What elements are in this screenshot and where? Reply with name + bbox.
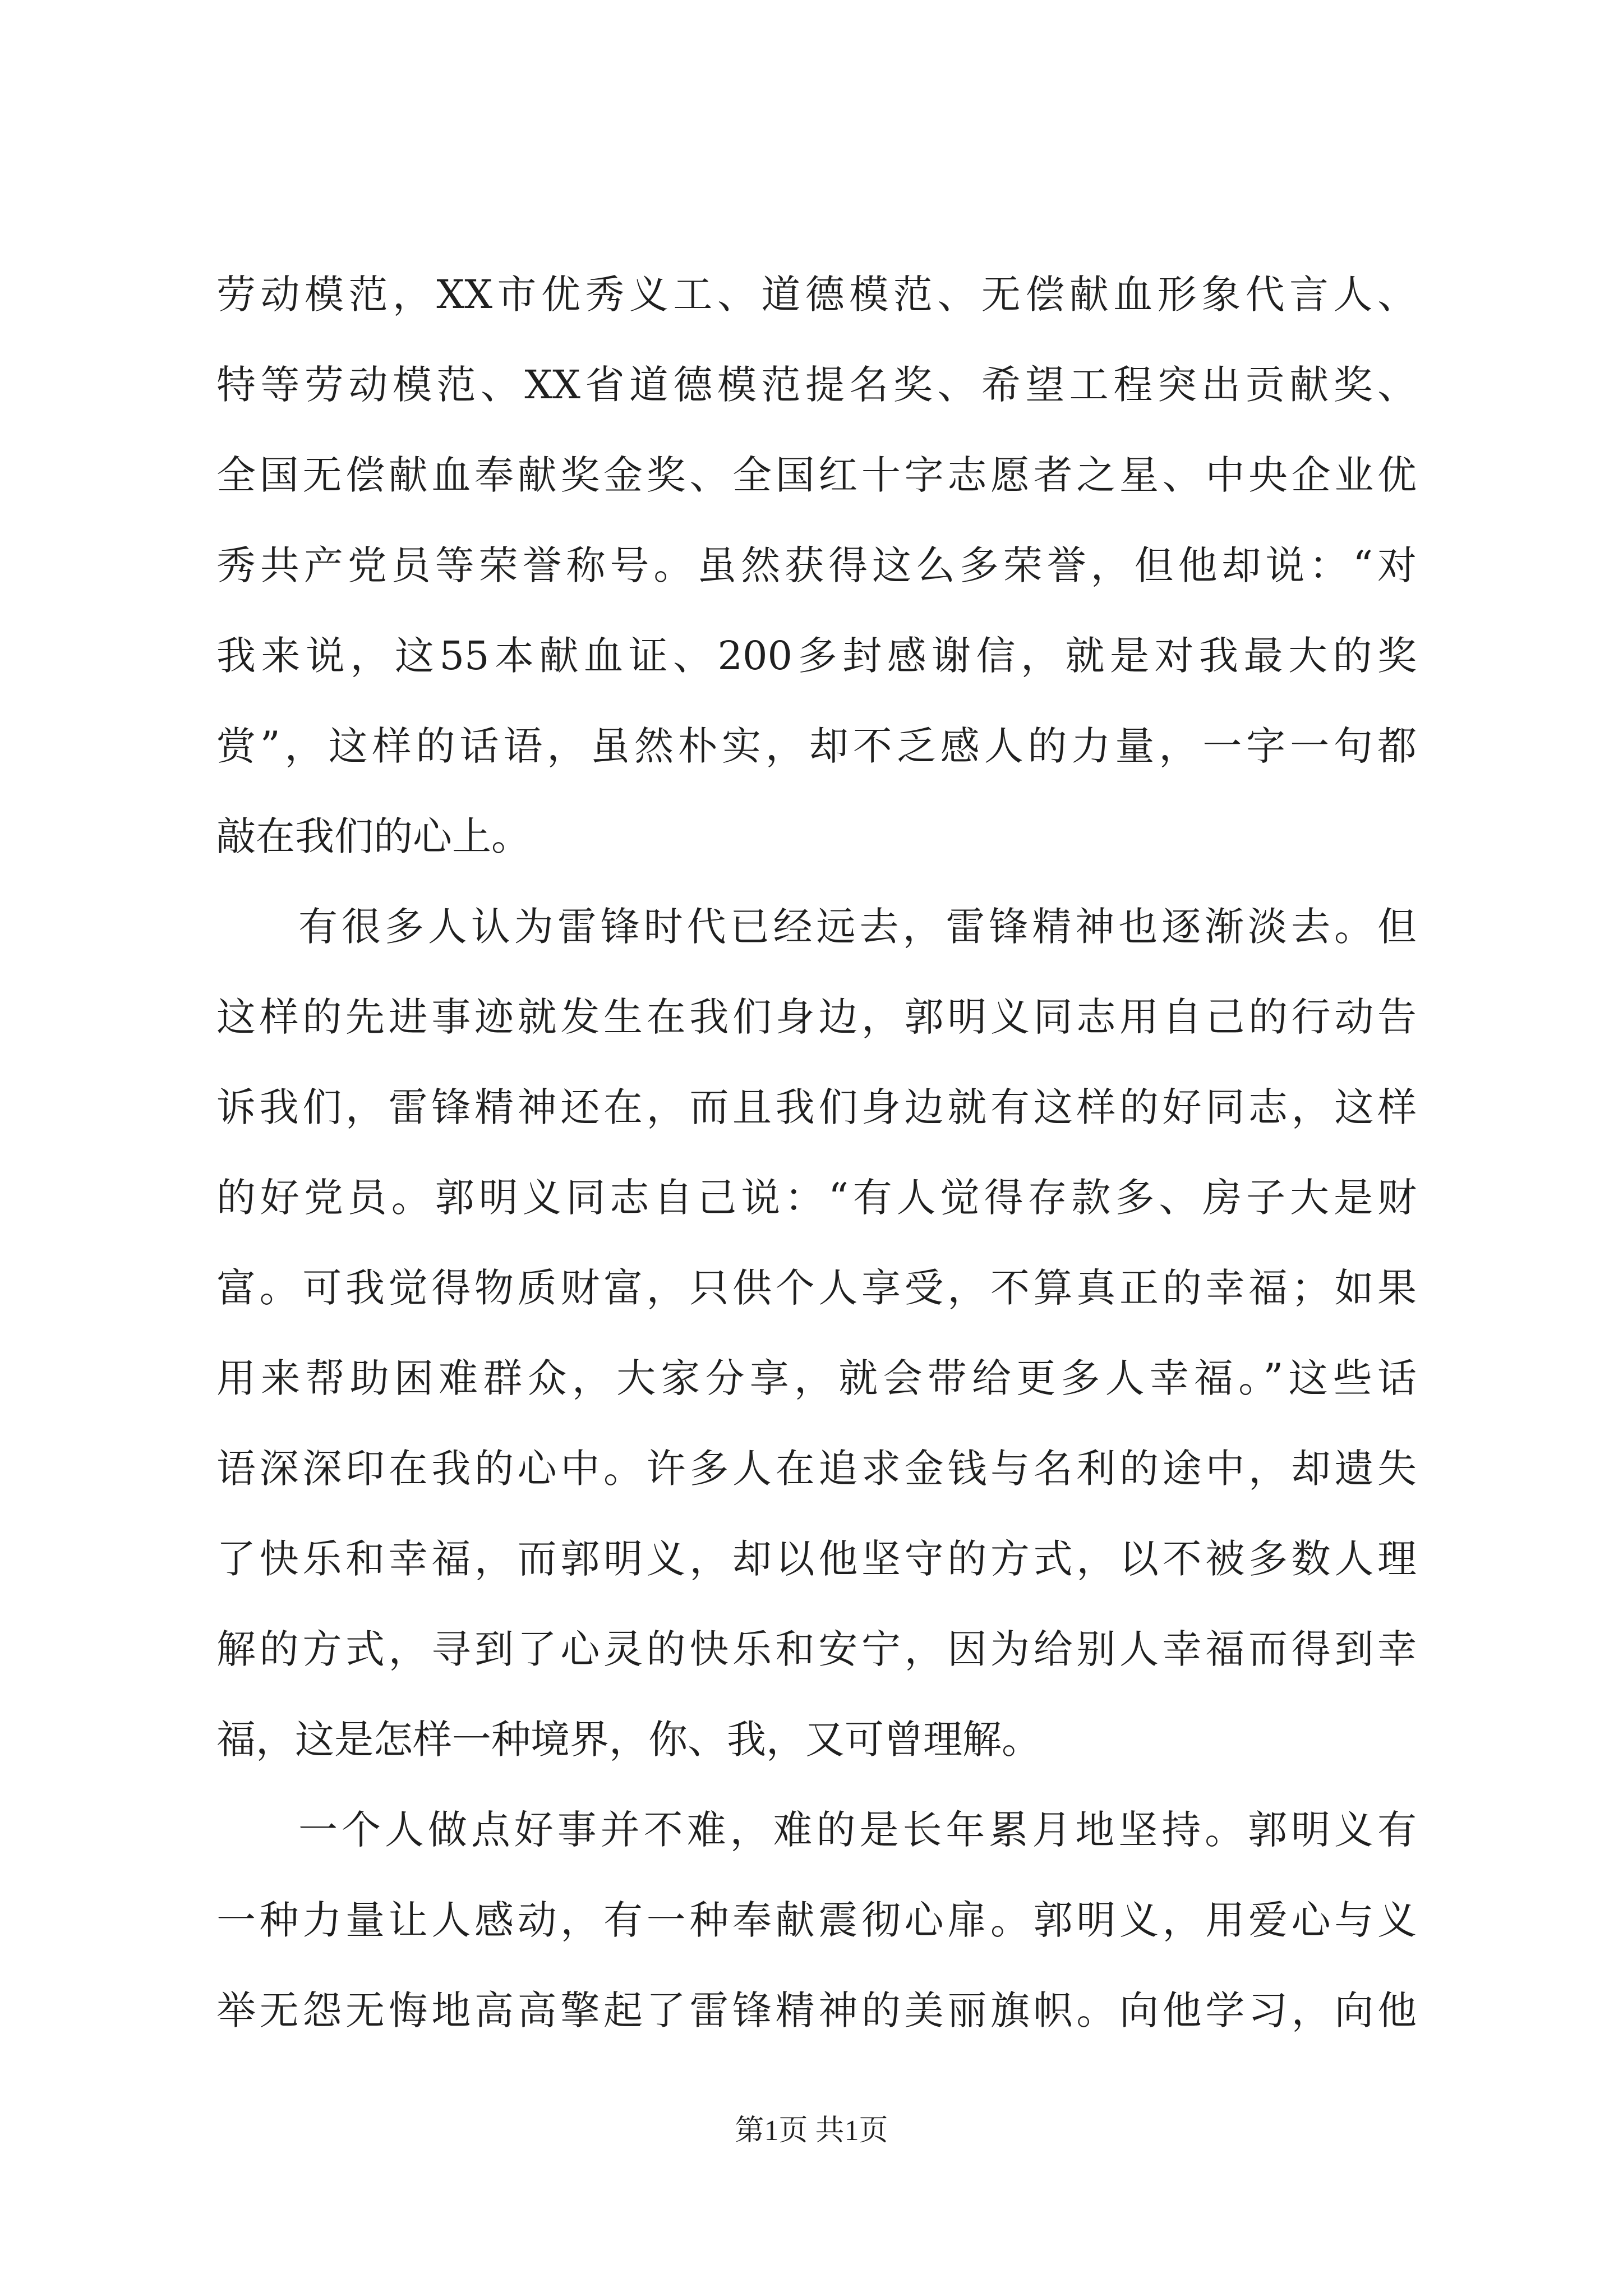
text-line: 诉我们，雷锋精神还在，而且我们身边就有这样的好同志，这样 bbox=[216, 1084, 1417, 1130]
text-line: 了快乐和幸福，而郭明义，却以他坚守的方式，以不被多数人理 bbox=[216, 1536, 1417, 1582]
text-line: 举无怨无悔地高高擎起了雷锋精神的美丽旗帜。向他学习，向他 bbox=[216, 1987, 1417, 2033]
paragraph-start-line: 有很多人认为雷锋时代已经远去，雷锋精神也逐渐淡去。但 bbox=[298, 904, 1417, 950]
text-line: 福，这是怎样一种境界，你、我，又可曾理解。 bbox=[216, 1717, 1041, 1763]
text-line: 秀共产党员等荣誉称号。虽然获得这么多荣誉，但他却说：“对 bbox=[216, 542, 1417, 588]
text-line: 特等劳动模范、XX省道德模范提名奖、希望工程突出贡献奖、 bbox=[216, 362, 1417, 408]
text-line: 语深深印在我的心中。许多人在追求金钱与名利的途中，却遗失 bbox=[216, 1446, 1417, 1492]
text-line: 一种力量让人感动，有一种奉献震彻心扉。郭明义，用爱心与义 bbox=[216, 1897, 1417, 1943]
text-line: 赏”，这样的话语，虽然朴实，却不乏感人的力量，一字一句都 bbox=[216, 723, 1417, 769]
text-line: 用来帮助困难群众，大家分享，就会带给更多人幸福。”这些话 bbox=[216, 1355, 1417, 1401]
text-line: 这样的先进事迹就发生在我们身边，郭明义同志用自己的行动告 bbox=[216, 994, 1417, 1040]
text-line: 我来说，这55本献血证、200多封感谢信，就是对我最大的奖 bbox=[216, 633, 1417, 679]
paragraph-start-line: 一个人做点好事并不难，难的是长年累月地坚持。郭明义有 bbox=[298, 1807, 1417, 1853]
text-line: 敲在我们的心上。 bbox=[216, 813, 531, 859]
text-line: 的好党员。郭明义同志自己说：“有人觉得存款多、房子大是财 bbox=[216, 1175, 1417, 1221]
body-text bbox=[216, 250, 1417, 2056]
page-number-footer: 第1页 共1页 bbox=[735, 2115, 888, 2147]
text-line: 全国无偿献血奉献奖金奖、全国红十字志愿者之星、中央企业优 bbox=[216, 452, 1417, 498]
text-line: 富。可我觉得物质财富，只供个人享受，不算真正的幸福；如果 bbox=[216, 1265, 1417, 1311]
text-line: 解的方式，寻到了心灵的快乐和安宁，因为给别人幸福而得到幸 bbox=[216, 1626, 1417, 1672]
text-line: 劳动模范，XX市优秀义工、道德模范、无偿献血形象代言人、 bbox=[216, 272, 1417, 318]
